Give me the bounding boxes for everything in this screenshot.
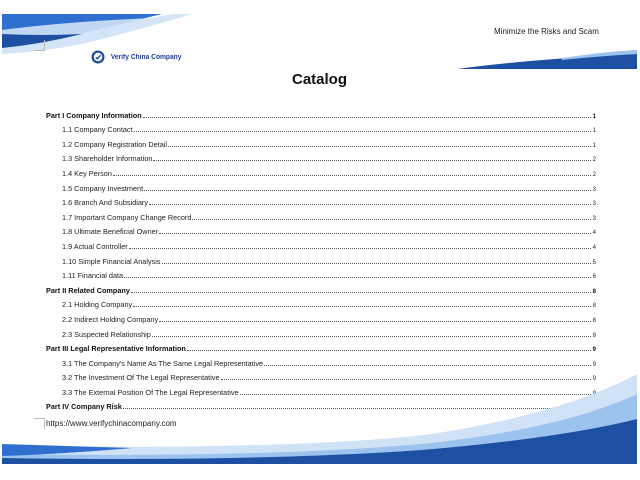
document-page xyxy=(2,14,637,464)
toc-entry-label: 2.3 Suspected Relationship xyxy=(62,329,151,339)
toc-entry-label: 1.7 Important Company Change Record xyxy=(62,212,192,222)
toc-page-number: 3 xyxy=(592,201,596,208)
toc-section-entry[interactable] xyxy=(46,163,596,178)
toc-dot-leader xyxy=(159,321,591,322)
toc-page-number: 1 xyxy=(592,113,596,120)
toc-page-number: 8 xyxy=(592,288,596,295)
toc-page-number: 8 xyxy=(592,317,596,324)
header-wave-decoration xyxy=(2,14,637,74)
toc-page-number: 8 xyxy=(592,303,596,310)
toc-section-entry[interactable] xyxy=(46,266,596,281)
toc-entry-label: 1.2 Company Registration Detail xyxy=(62,139,168,149)
toc-page-number: 8 xyxy=(592,332,596,339)
toc-dot-leader xyxy=(113,175,591,176)
toc-section-entry[interactable] xyxy=(46,295,596,310)
toc-section-entry[interactable] xyxy=(46,120,596,135)
toc-section-entry[interactable] xyxy=(46,236,596,251)
toc-dot-leader xyxy=(131,292,591,293)
crop-mark xyxy=(34,40,45,51)
toc-section-entry[interactable] xyxy=(46,149,596,164)
toc-entry-label: Part IV Company Risk xyxy=(46,402,122,412)
toc-section-entry[interactable] xyxy=(46,353,596,368)
toc-entry-label: 1.4 Key Person xyxy=(62,168,112,178)
page-title: Catalog xyxy=(291,71,347,88)
verify-china-company-logo-icon xyxy=(91,50,105,64)
toc-page-number: 9 xyxy=(592,347,596,354)
toc-dot-leader xyxy=(149,204,591,205)
toc-dot-leader xyxy=(143,117,591,118)
toc-section-entry[interactable] xyxy=(46,222,596,237)
toc-dot-leader xyxy=(162,263,591,264)
toc-dot-leader xyxy=(134,131,591,132)
toc-section-entry[interactable] xyxy=(46,193,596,208)
toc-entry-label: Part II Related Company xyxy=(46,285,130,295)
toc-page-number: 1 xyxy=(592,128,596,135)
toc-page-number: 4 xyxy=(592,244,596,251)
toc-entry-label: 3.3 The External Position Of The Legal Representative xyxy=(62,387,239,397)
toc-entry-label: 3.1 The Company's Name As The Same Legal Representative xyxy=(62,358,264,368)
footer-website: https://www.verifychinacompany.com xyxy=(46,419,177,428)
toc-page-number: 2 xyxy=(592,157,596,164)
toc-section-entry[interactable] xyxy=(46,309,596,324)
toc-entry-label: 1.11 Financial data xyxy=(62,271,124,281)
toc-section-entry[interactable] xyxy=(46,324,596,339)
toc-page-number: 2 xyxy=(592,171,596,178)
toc-section-entry[interactable] xyxy=(46,207,596,222)
header-slogan: Minimize the Risks and Scam xyxy=(494,27,599,36)
toc-dot-leader xyxy=(159,233,591,234)
toc-dot-leader xyxy=(153,160,591,161)
toc-page-number: 4 xyxy=(592,230,596,237)
crop-mark xyxy=(34,418,45,429)
brand xyxy=(91,50,183,64)
toc-page-number: 5 xyxy=(592,259,596,266)
toc-entry-label: 1.10 Simple Financial Analysis xyxy=(62,256,161,266)
toc-part-entry[interactable] xyxy=(46,280,596,295)
toc-entry-label: 1.1 Company Contact xyxy=(62,125,133,135)
footer-wave-decoration xyxy=(2,374,637,464)
toc-entry-label: 1.8 Ultimate Beneficial Owner xyxy=(62,227,159,237)
toc-entry-label: 2.1 Holding Company xyxy=(62,300,133,310)
toc-part-entry[interactable] xyxy=(46,105,596,120)
toc-section-entry[interactable] xyxy=(46,251,596,266)
toc-section-entry[interactable] xyxy=(46,134,596,149)
toc-dot-leader xyxy=(168,146,591,147)
toc-dot-leader xyxy=(129,248,591,249)
toc-dot-leader xyxy=(124,277,591,278)
toc-page-number: 3 xyxy=(592,215,596,222)
toc-dot-leader xyxy=(192,219,591,220)
toc-page-number: 9 xyxy=(592,376,596,383)
toc-page-number: 1 xyxy=(592,142,596,149)
toc-dot-leader xyxy=(187,350,591,351)
table-of-contents xyxy=(46,105,596,411)
toc-page-number: 9 xyxy=(592,361,596,368)
toc-page-number: 3 xyxy=(592,186,596,193)
toc-section-entry[interactable] xyxy=(46,178,596,193)
toc-entry-label: 2.2 Indirect Holding Company xyxy=(62,314,159,324)
toc-entry-label: 3.2 The Investment Of The Legal Representative xyxy=(62,373,220,383)
toc-entry-label: 1.9 Actual Controller xyxy=(62,241,128,251)
toc-part-entry[interactable] xyxy=(46,339,596,354)
toc-entry-label: 1.6 Branch And Subsidiary xyxy=(62,198,148,208)
toc-page-number: 6 xyxy=(592,274,596,281)
toc-dot-leader xyxy=(152,336,591,337)
toc-entry-label: Part I Company Information xyxy=(46,110,142,120)
toc-dot-leader xyxy=(144,190,591,191)
toc-dot-leader xyxy=(133,306,591,307)
toc-entry-label: 1.3 Shareholder Information xyxy=(62,154,153,164)
brand-name: Verify China Company xyxy=(110,53,182,61)
toc-entry-label: Part III Legal Representative Information xyxy=(46,344,186,354)
toc-entry-label: 1.5 Company Investment xyxy=(62,183,144,193)
toc-dot-leader xyxy=(264,365,591,366)
